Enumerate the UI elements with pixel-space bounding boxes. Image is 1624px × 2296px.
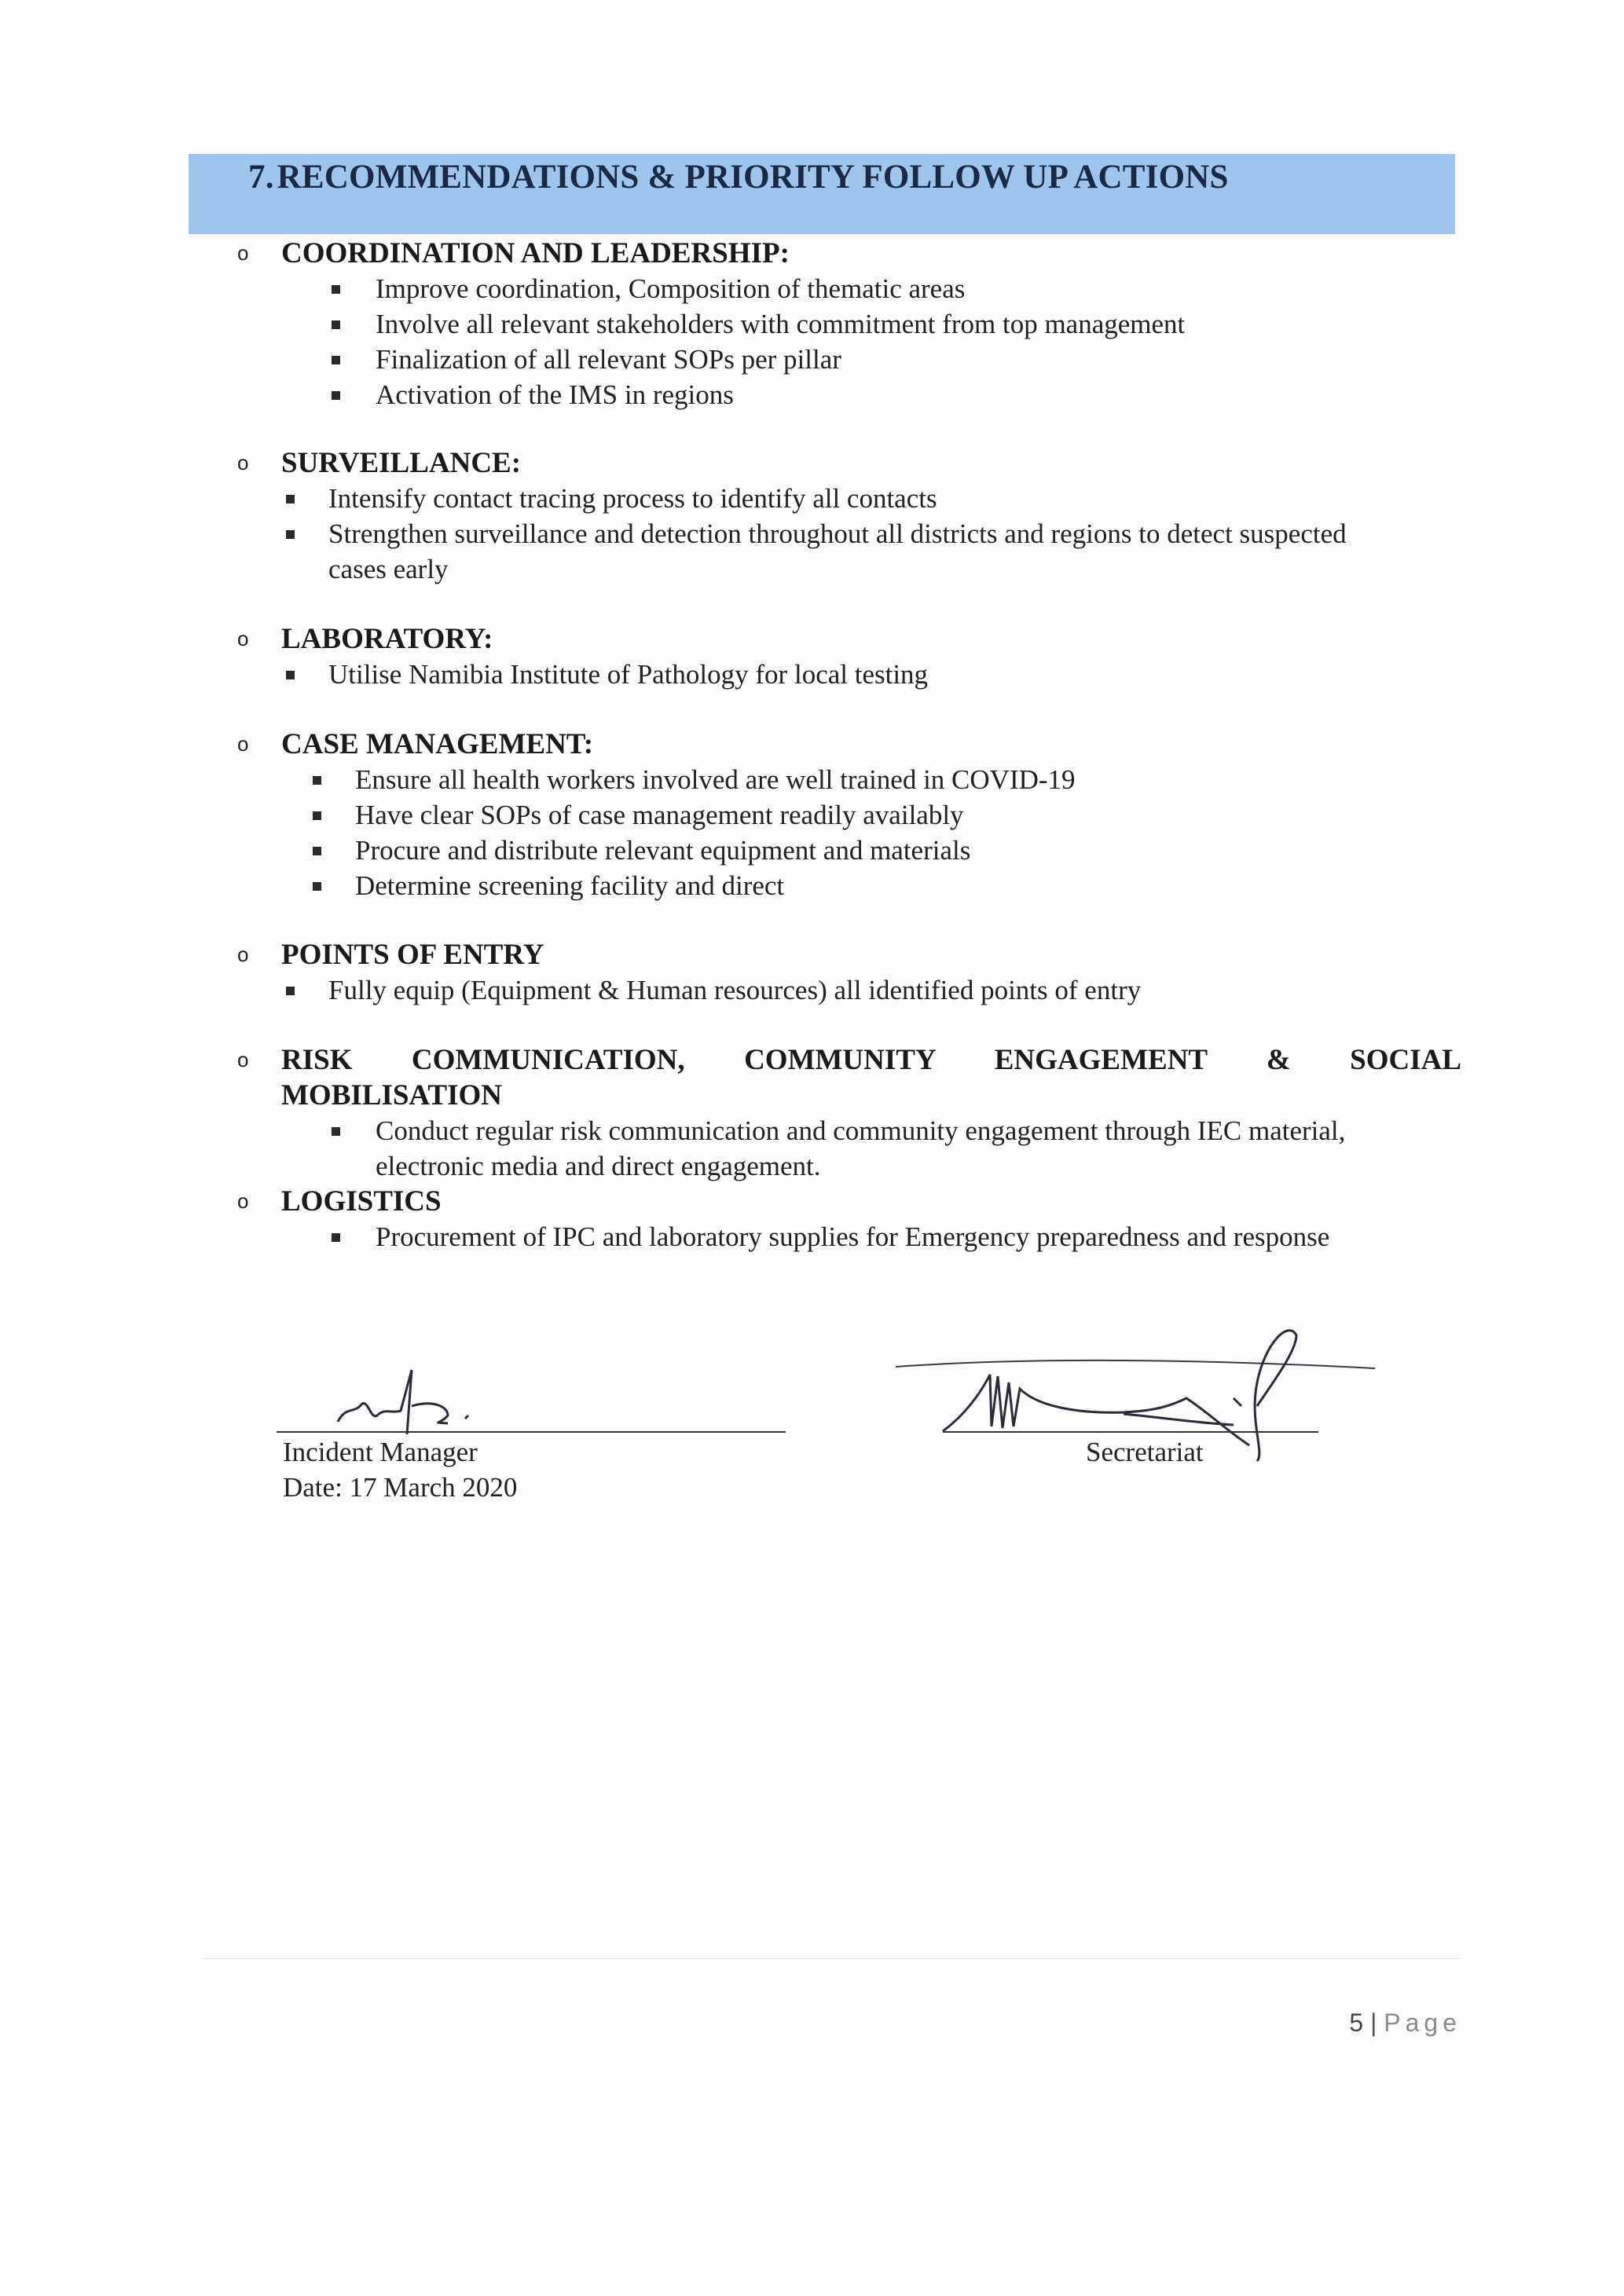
section-title: CASE MANAGEMENT: xyxy=(281,728,594,760)
section-title: POINTS OF ENTRY xyxy=(281,939,544,971)
secretariat-signature-line xyxy=(943,1431,1318,1433)
square-bullet-icon xyxy=(332,391,340,400)
heading-number: 7. xyxy=(248,159,274,196)
section-title: COORDINATION AND LEADERSHIP: xyxy=(281,237,790,269)
incident-manager-signature xyxy=(330,1359,534,1437)
section-marker: o xyxy=(237,1189,249,1213)
square-bullet-icon xyxy=(332,1127,340,1136)
section-title: SURVEILLANCE: xyxy=(281,447,522,479)
section-heading-bar xyxy=(189,154,1455,234)
footer-rule xyxy=(203,1958,1460,1959)
section-title-line2: MOBILISATION xyxy=(281,1079,502,1111)
section-marker: o xyxy=(237,451,249,474)
section-marker: o xyxy=(237,241,249,265)
page-number: 5 | Page xyxy=(1349,2009,1461,2037)
square-bullet-icon xyxy=(332,285,340,294)
square-bullet-icon xyxy=(313,847,321,855)
square-bullet-icon xyxy=(313,882,321,891)
square-bullet-icon xyxy=(286,987,295,995)
section-marker: o xyxy=(237,732,249,756)
section-title: LOGISTICS xyxy=(281,1185,442,1218)
square-bullet-icon xyxy=(313,776,321,785)
heading-title: RECOMMENDATIONS & PRIORITY FOLLOW UP ACTIONS xyxy=(277,159,1229,196)
section-marker: o xyxy=(237,943,249,966)
secretariat-label: Secretariat xyxy=(1086,1437,1204,1467)
square-bullet-icon xyxy=(286,530,295,539)
square-bullet-icon xyxy=(286,495,295,504)
incident-manager-signature-line xyxy=(277,1431,786,1433)
section-title: RISK COMMUNICATION, COMMUNITY ENGAGEMENT & SOCIAL xyxy=(281,1044,1462,1076)
signature-date: Date: 17 March 2020 xyxy=(283,1472,518,1503)
section-marker: o xyxy=(237,627,249,650)
square-bullet-icon xyxy=(332,320,340,329)
square-bullet-icon xyxy=(332,1233,340,1242)
document-page: 7. RECOMMENDATIONS & PRIORITY FOLLOW UP ACTIONS o COORDINATION AND LEADERSHIP: Improve coordination, Composition of thematic areas Involve all relevant stakeholders with commitment from top management Finalization of all relevant SOPs per pillar Activation of the IMS in regions o SURVEILLANCE: Intensify contact tracing process to identify all contacts Strengthen surveillance and detection throughout all districts and regions to detect suspected cases early o LABORATORY: Utilise Namibia Institute of Pathology for local testing o CASE MANAGEMENT: Ensure all health workers involved are well trained in COVID-19 Have clear SOPs of case management readily availably Procure and distribute relevant equipment and materials Determine screening facility and direct o POINTS OF ENTRY Fully equip (Equipment & Human resources) all identified points of entry o RISK COMMUNICATION, COMMUNITY ENGAGEMENT & SOCIAL MOBILISATION Conduct regular risk communication and community engagement through IEC material, electronic media and direct engagement. o LOGISTICS Procurement of IPC and laboratory supplies for Emergency preparedness and response Incident Manager Date: 17 March 2020 Secretariat 5 | Page xyxy=(0,0,1624,2296)
square-bullet-icon xyxy=(332,356,340,364)
square-bullet-icon xyxy=(313,811,321,820)
section-marker: o xyxy=(237,1048,249,1071)
section-title: LABORATORY: xyxy=(281,623,493,655)
incident-manager-label: Incident Manager xyxy=(283,1437,478,1467)
square-bullet-icon xyxy=(286,671,295,679)
